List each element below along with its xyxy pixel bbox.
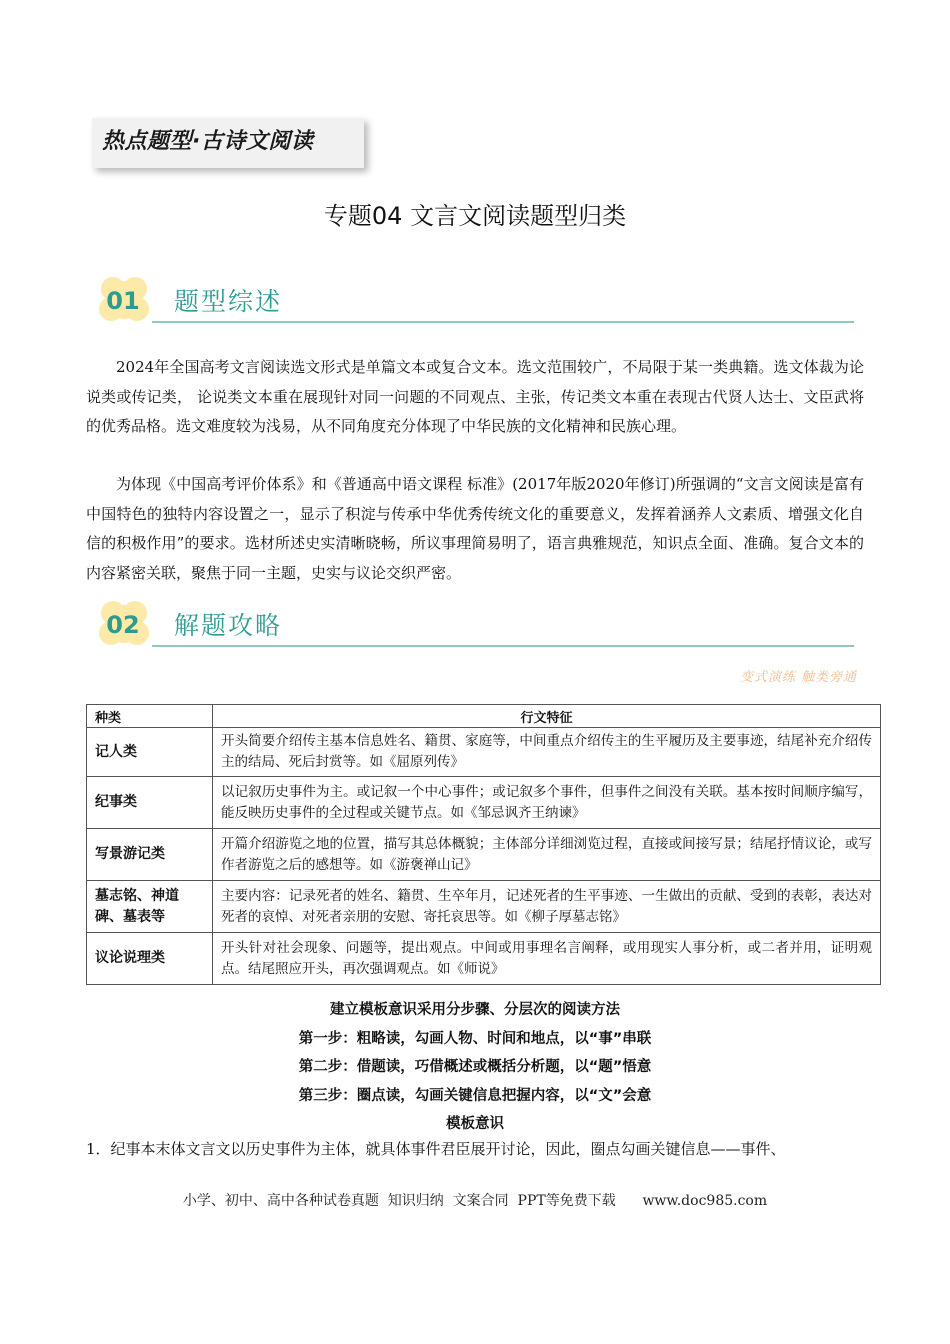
section-title: 题型综述 xyxy=(174,287,283,316)
section-title: 解题攻略 xyxy=(174,611,283,640)
column-header-category: 种类 xyxy=(87,705,213,728)
banner-text: 热点题型·古诗文阅读 xyxy=(102,129,314,154)
steps-heading: 建立模板意识采用分步骤、分层次的阅读方法 xyxy=(330,1002,620,1018)
category-cell: 议论说理类 xyxy=(87,933,213,985)
table-header-row xyxy=(87,705,881,728)
paragraph-2: 为体现《中国高考评价体系》和《普通高中语文课程 标准》(2017年版2020年修订)所强调的“文言文阅读是富有中国特色的独特内容设置之一，显示了积淀与传承中华优秀传统文化的重要意义，发挥着涵养人文素质、增强文化自信的积极作用”的要求。选材所述史实清晰晓畅，所议事理简易明了，语言典雅规范，知识点全面、准确。复合文本的内容紧密关联，聚焦于同一主题，史实与议论交织严密。 xyxy=(86,475,864,582)
category-cell: 墓志铭、神道碑、墓表等 xyxy=(87,881,213,933)
step-1: 第一步：粗略读，勾画人物、时间和地点，以“事”串联 xyxy=(298,1030,652,1047)
feature-cell: 开头针对社会现象、问题等，提出观点。中间或用事理名言阐释，或用现实人事分析，或二者并用，证明观点。结尾照应开头，再次强调观点。如《师说》 xyxy=(213,933,881,985)
table-row xyxy=(87,728,881,777)
section-divider xyxy=(152,321,854,323)
category-cell: 纪事类 xyxy=(87,777,213,829)
paragraph-1: 2024年全国高考文言阅读选文形式是单篇文本或复合文本。选文范围较广，不局限于某一类典籍。选文体裁为论说类或传记类， 论说类文本重在展现针对同一问题的不同观点、主张，传记类文本重在表现古代贤人达士、文臣武将的优秀品格。选文难度较为浅易，从不同角度充分体现了中华民族的文化精神和民族心理。 xyxy=(86,358,864,435)
category-cell: 记人类 xyxy=(87,728,213,777)
feature-cell: 开头简要介绍传主基本信息姓名、籍贯、家庭等，中间重点介绍传主的生平履历及主要事迹，结尾补充介绍传主的结局、死后封赏等。如《屈原列传》 xyxy=(213,728,881,777)
step-2: 第二步：借题读，巧借概述或概括分析题，以“题”悟意 xyxy=(298,1059,652,1075)
category-cell: 写景游记类 xyxy=(87,829,213,881)
table-row xyxy=(87,881,881,933)
feature-cell: 主要内容：记录死者的姓名、籍贯、生卒年月，记述死者的生平事迹、一生做出的贡献、受到的表彰，表达对死者的哀悼、对死者亲朋的安慰、寄托哀思等。如《柳子厚墓志铭》 xyxy=(213,881,881,933)
feature-cell: 以记叙历史事件为主。或记叙一个中心事件；或记叙多个事件，但事件之间没有关联。基本按时间顺序编写，能反映历史事件的全过程或关键节点。如《邹忌讽齐王纳谏》 xyxy=(213,777,881,829)
slogan-text: 变式演练 触类旁通 xyxy=(739,670,857,685)
genre-features-table xyxy=(86,704,881,985)
section-divider xyxy=(152,645,854,647)
column-header-features: 行文特征 xyxy=(213,705,881,728)
topic-banner xyxy=(92,118,364,168)
table-row xyxy=(87,777,881,829)
step-3: 第三步：圈点读，勾画关键信息把握内容，以“文”会意 xyxy=(298,1087,652,1104)
table-row xyxy=(87,933,881,985)
section-header-strategy xyxy=(94,596,854,656)
feature-cell: 开篇介绍游览之地的位置，描写其总体概貌；主体部分详细浏览过程，直接或间接写景；结尾抒情议论，或写作者游览之后的感想等。如《游褒禅山记》 xyxy=(213,829,881,881)
table-row xyxy=(87,829,881,881)
section-number: 02 xyxy=(106,611,140,639)
page-footer: 小学、初中、高中各种试卷真题 知识归纳 文案合同 PPT等免费下载 www.doc985.com xyxy=(182,1193,768,1209)
document-title: 专题04 文言文阅读题型归类 xyxy=(323,202,627,230)
numbered-item-1: 1．纪事本末体文言文以历史事件为主体，就具体事件君臣展开讨论，因此，圈点勾画关键信息——事件、 xyxy=(86,1140,786,1158)
section-number: 01 xyxy=(106,287,140,315)
template-heading: 模板意识 xyxy=(446,1116,504,1132)
section-header-overview xyxy=(94,272,854,332)
reading-steps xyxy=(0,996,950,1139)
